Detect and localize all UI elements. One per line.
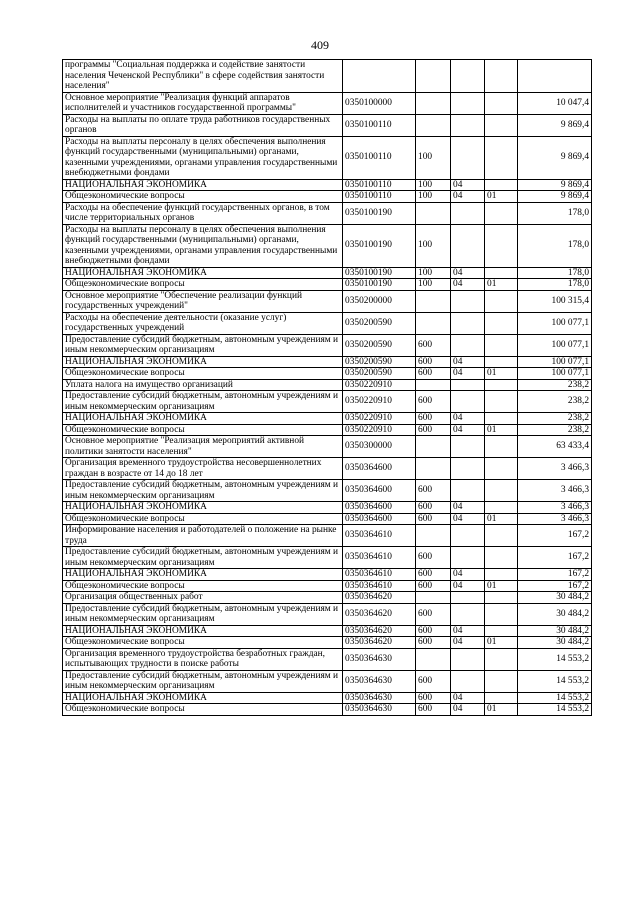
row-name-cell: Общеэкономические вопросы xyxy=(63,191,343,203)
row-name-cell: Предоставление субсидий бюджетным, автономным учреждениям и иным некоммерческим организациям xyxy=(63,334,343,356)
row-expense-type-cell xyxy=(416,525,451,547)
row-name-cell: Общеэкономические вопросы xyxy=(63,279,343,291)
row-name-cell: Предоставление субсидий бюджетным, автономным учреждениям и иным некоммерческим организациям xyxy=(63,480,343,502)
row-expense-type-cell xyxy=(416,290,451,312)
table-row xyxy=(63,356,592,368)
row-expense-type-cell: 600 xyxy=(416,603,451,625)
row-subsection-cell: 01 xyxy=(485,279,518,291)
row-sum-cell: 100 077,1 xyxy=(518,312,592,334)
row-sum-cell: 3 466,3 xyxy=(518,458,592,480)
row-sum-cell: 167,2 xyxy=(518,525,592,547)
row-section-cell xyxy=(451,224,485,267)
row-name-cell: Предоставление субсидий бюджетным, автономным учреждениям и иным некоммерческим организациям xyxy=(63,391,343,413)
row-subsection-cell xyxy=(485,525,518,547)
table-row xyxy=(63,224,592,267)
row-expense-type-cell xyxy=(416,60,451,93)
table-row xyxy=(63,413,592,425)
row-section-cell xyxy=(451,312,485,334)
row-sum-cell: 63 433,4 xyxy=(518,436,592,458)
row-code-cell: 0350364620 xyxy=(343,637,416,649)
row-section-cell: 04 xyxy=(451,569,485,581)
row-subsection-cell xyxy=(485,290,518,312)
table-row xyxy=(63,424,592,436)
row-section-cell xyxy=(451,136,485,179)
row-expense-type-cell: 600 xyxy=(416,580,451,592)
row-subsection-cell xyxy=(485,60,518,93)
row-sum-cell: 100 077,1 xyxy=(518,356,592,368)
row-code-cell: 0350100190 xyxy=(343,224,416,267)
row-name-cell: Предоставление субсидий бюджетным, автономным учреждениям и иным некоммерческим организациям xyxy=(63,547,343,569)
row-code-cell: 0350364620 xyxy=(343,592,416,604)
table-row xyxy=(63,592,592,604)
row-section-cell: 04 xyxy=(451,625,485,637)
table-row xyxy=(63,391,592,413)
row-expense-type-cell: 100 xyxy=(416,179,451,191)
row-code-cell: 0350364610 xyxy=(343,569,416,581)
row-code-cell: 0350364610 xyxy=(343,547,416,569)
row-code-cell: 0350364630 xyxy=(343,692,416,704)
row-name-cell: Общеэкономические вопросы xyxy=(63,637,343,649)
row-section-cell xyxy=(451,436,485,458)
row-sum-cell: 30 484,2 xyxy=(518,592,592,604)
row-sum-cell: 10 047,4 xyxy=(518,92,592,114)
row-code-cell: 0350200590 xyxy=(343,334,416,356)
row-name-cell: Общеэкономические вопросы xyxy=(63,368,343,380)
row-section-cell xyxy=(451,60,485,93)
row-expense-type-cell: 100 xyxy=(416,267,451,279)
row-name-cell: Общеэкономические вопросы xyxy=(63,580,343,592)
table-row xyxy=(63,191,592,203)
row-sum-cell: 30 484,2 xyxy=(518,603,592,625)
table-row xyxy=(63,513,592,525)
row-code-cell: 0350100190 xyxy=(343,202,416,224)
row-section-cell: 04 xyxy=(451,637,485,649)
row-expense-type-cell xyxy=(416,648,451,670)
row-name-cell: Расходы на обеспечение функций государственных органов, в том числе территориальных органов xyxy=(63,202,343,224)
row-section-cell xyxy=(451,458,485,480)
row-sum-cell xyxy=(518,60,592,93)
row-section-cell xyxy=(451,334,485,356)
row-subsection-cell: 01 xyxy=(485,580,518,592)
row-name-cell: НАЦИОНАЛЬНАЯ ЭКОНОМИКА xyxy=(63,413,343,425)
row-section-cell xyxy=(451,525,485,547)
row-section-cell: 04 xyxy=(451,368,485,380)
row-name-cell: НАЦИОНАЛЬНАЯ ЭКОНОМИКА xyxy=(63,569,343,581)
row-name-cell: Общеэкономические вопросы xyxy=(63,704,343,716)
row-subsection-cell xyxy=(485,413,518,425)
row-sum-cell: 14 553,2 xyxy=(518,648,592,670)
row-code-cell: 0350364630 xyxy=(343,670,416,692)
row-code-cell: 0350100190 xyxy=(343,279,416,291)
row-expense-type-cell xyxy=(416,379,451,391)
row-name-cell: Расходы на выплаты персоналу в целях обеспечения выполнения функций государственными (муниципальными) органами, казенными учреждениями, органами управления государственными внебюджетными фондами xyxy=(63,224,343,267)
row-sum-cell: 167,2 xyxy=(518,580,592,592)
row-subsection-cell xyxy=(485,569,518,581)
table-row xyxy=(63,625,592,637)
row-name-cell: НАЦИОНАЛЬНАЯ ЭКОНОМИКА xyxy=(63,625,343,637)
row-sum-cell: 100 077,1 xyxy=(518,368,592,380)
row-code-cell: 0350300000 xyxy=(343,436,416,458)
row-sum-cell: 3 466,3 xyxy=(518,502,592,514)
row-subsection-cell xyxy=(485,670,518,692)
row-section-cell xyxy=(451,592,485,604)
row-expense-type-cell: 600 xyxy=(416,502,451,514)
row-sum-cell: 238,2 xyxy=(518,424,592,436)
row-section-cell xyxy=(451,290,485,312)
row-subsection-cell xyxy=(485,592,518,604)
row-subsection-cell: 01 xyxy=(485,191,518,203)
row-code-cell xyxy=(343,60,416,93)
table-row xyxy=(63,279,592,291)
row-name-cell: НАЦИОНАЛЬНАЯ ЭКОНОМИКА xyxy=(63,179,343,191)
table-row xyxy=(63,603,592,625)
row-sum-cell: 178,0 xyxy=(518,279,592,291)
row-sum-cell: 238,2 xyxy=(518,379,592,391)
row-sum-cell: 14 553,2 xyxy=(518,670,592,692)
row-name-cell: НАЦИОНАЛЬНАЯ ЭКОНОМИКА xyxy=(63,267,343,279)
row-subsection-cell xyxy=(485,136,518,179)
row-name-cell: НАЦИОНАЛЬНАЯ ЭКОНОМИКА xyxy=(63,692,343,704)
row-expense-type-cell xyxy=(416,92,451,114)
row-expense-type-cell xyxy=(416,202,451,224)
row-name-cell: Информирование населения и работодателей о положение на рынке труда xyxy=(63,525,343,547)
row-sum-cell: 238,2 xyxy=(518,413,592,425)
row-subsection-cell xyxy=(485,312,518,334)
row-name-cell: Расходы на выплаты персоналу в целях обеспечения выполнения функций государственными (муниципальными) органами, казенными учреждениями, органами управления государственными внебюджетными фондами xyxy=(63,136,343,179)
row-subsection-cell xyxy=(485,92,518,114)
row-name-cell: Расходы на обеспечение деятельности (оказание услуг) государственных учреждений xyxy=(63,312,343,334)
row-subsection-cell xyxy=(485,202,518,224)
row-code-cell: 0350200590 xyxy=(343,356,416,368)
row-section-cell: 04 xyxy=(451,179,485,191)
table-row xyxy=(63,670,592,692)
row-code-cell: 0350364600 xyxy=(343,458,416,480)
table-row xyxy=(63,114,592,136)
row-expense-type-cell: 600 xyxy=(416,356,451,368)
row-expense-type-cell: 600 xyxy=(416,637,451,649)
row-sum-cell: 178,0 xyxy=(518,267,592,279)
row-expense-type-cell: 100 xyxy=(416,279,451,291)
row-name-cell: Уплата налога на имущество организаций xyxy=(63,379,343,391)
row-section-cell: 04 xyxy=(451,413,485,425)
row-subsection-cell xyxy=(485,625,518,637)
row-section-cell: 04 xyxy=(451,704,485,716)
row-subsection-cell xyxy=(485,224,518,267)
table-row xyxy=(63,202,592,224)
row-name-cell: Предоставление субсидий бюджетным, автономным учреждениям и иным некоммерческим организациям xyxy=(63,670,343,692)
row-section-cell xyxy=(451,480,485,502)
row-section-cell: 04 xyxy=(451,502,485,514)
row-name-cell: Общеэкономические вопросы xyxy=(63,513,343,525)
row-subsection-cell xyxy=(485,547,518,569)
row-subsection-cell xyxy=(485,114,518,136)
row-subsection-cell: 01 xyxy=(485,368,518,380)
row-expense-type-cell: 600 xyxy=(416,704,451,716)
row-sum-cell: 167,2 xyxy=(518,569,592,581)
row-expense-type-cell xyxy=(416,114,451,136)
row-subsection-cell: 01 xyxy=(485,513,518,525)
table-row xyxy=(63,637,592,649)
table-row xyxy=(63,480,592,502)
row-code-cell: 0350200590 xyxy=(343,312,416,334)
table-row xyxy=(63,436,592,458)
table-row xyxy=(63,458,592,480)
table-row xyxy=(63,648,592,670)
row-sum-cell: 100 077,1 xyxy=(518,334,592,356)
row-expense-type-cell: 600 xyxy=(416,692,451,704)
table-row xyxy=(63,368,592,380)
row-expense-type-cell xyxy=(416,312,451,334)
row-code-cell: 0350100190 xyxy=(343,267,416,279)
row-expense-type-cell xyxy=(416,592,451,604)
row-name-cell: Основное мероприятие "Реализация функций аппаратов исполнителей и участников государственной программы" xyxy=(63,92,343,114)
row-code-cell: 0350364610 xyxy=(343,580,416,592)
row-expense-type-cell: 100 xyxy=(416,191,451,203)
row-code-cell: 0350100110 xyxy=(343,136,416,179)
row-code-cell: 0350364620 xyxy=(343,603,416,625)
row-code-cell: 0350220910 xyxy=(343,413,416,425)
row-code-cell: 0350364600 xyxy=(343,480,416,502)
row-code-cell: 0350200590 xyxy=(343,368,416,380)
row-expense-type-cell: 600 xyxy=(416,625,451,637)
row-name-cell: программы "Социальная поддержка и содействие занятости населения Чеченской Республики" в сфере содействия занятости населения" xyxy=(63,60,343,93)
row-section-cell: 04 xyxy=(451,267,485,279)
table-row xyxy=(63,136,592,179)
row-name-cell: НАЦИОНАЛЬНАЯ ЭКОНОМИКА xyxy=(63,502,343,514)
row-subsection-cell xyxy=(485,334,518,356)
row-section-cell: 04 xyxy=(451,692,485,704)
row-subsection-cell xyxy=(485,480,518,502)
row-section-cell xyxy=(451,648,485,670)
row-subsection-cell xyxy=(485,458,518,480)
row-code-cell: 0350364600 xyxy=(343,502,416,514)
row-expense-type-cell: 600 xyxy=(416,569,451,581)
row-subsection-cell xyxy=(485,391,518,413)
row-sum-cell: 9 869,4 xyxy=(518,114,592,136)
row-section-cell xyxy=(451,391,485,413)
table-row xyxy=(63,525,592,547)
row-sum-cell: 9 869,4 xyxy=(518,179,592,191)
table-row xyxy=(63,502,592,514)
row-expense-type-cell: 600 xyxy=(416,424,451,436)
row-section-cell: 04 xyxy=(451,424,485,436)
table-row xyxy=(63,692,592,704)
row-section-cell: 04 xyxy=(451,580,485,592)
row-section-cell: 04 xyxy=(451,356,485,368)
budget-table-body xyxy=(63,60,592,716)
row-code-cell: 0350364610 xyxy=(343,525,416,547)
row-subsection-cell xyxy=(485,179,518,191)
row-name-cell: Предоставление субсидий бюджетным, автономным учреждениям и иным некоммерческим организациям xyxy=(63,603,343,625)
row-section-cell: 04 xyxy=(451,513,485,525)
row-sum-cell: 14 553,2 xyxy=(518,692,592,704)
row-name-cell: Общеэкономические вопросы xyxy=(63,424,343,436)
row-section-cell xyxy=(451,547,485,569)
row-code-cell: 0350220910 xyxy=(343,379,416,391)
table-row xyxy=(63,60,592,93)
row-subsection-cell: 01 xyxy=(485,424,518,436)
row-expense-type-cell: 600 xyxy=(416,547,451,569)
table-row xyxy=(63,312,592,334)
row-section-cell xyxy=(451,603,485,625)
row-expense-type-cell: 600 xyxy=(416,413,451,425)
table-row xyxy=(63,334,592,356)
row-section-cell xyxy=(451,114,485,136)
row-subsection-cell xyxy=(485,502,518,514)
row-sum-cell: 3 466,3 xyxy=(518,480,592,502)
row-subsection-cell xyxy=(485,436,518,458)
page-number: 409 xyxy=(311,38,329,52)
row-sum-cell: 167,2 xyxy=(518,547,592,569)
row-subsection-cell xyxy=(485,692,518,704)
table-row xyxy=(63,379,592,391)
row-section-cell: 04 xyxy=(451,191,485,203)
row-subsection-cell xyxy=(485,356,518,368)
row-code-cell: 0350200000 xyxy=(343,290,416,312)
row-sum-cell: 178,0 xyxy=(518,224,592,267)
row-code-cell: 0350364620 xyxy=(343,625,416,637)
row-sum-cell: 14 553,2 xyxy=(518,704,592,716)
row-expense-type-cell: 600 xyxy=(416,368,451,380)
row-sum-cell: 178,0 xyxy=(518,202,592,224)
row-expense-type-cell xyxy=(416,458,451,480)
row-name-cell: Основное мероприятие "Обеспечение реализации функций государственных учреждений" xyxy=(63,290,343,312)
row-sum-cell: 100 315,4 xyxy=(518,290,592,312)
row-section-cell xyxy=(451,202,485,224)
row-code-cell: 0350220910 xyxy=(343,391,416,413)
row-subsection-cell: 01 xyxy=(485,704,518,716)
row-expense-type-cell xyxy=(416,436,451,458)
row-expense-type-cell: 600 xyxy=(416,670,451,692)
row-sum-cell: 9 869,4 xyxy=(518,191,592,203)
row-section-cell: 04 xyxy=(451,279,485,291)
row-expense-type-cell: 100 xyxy=(416,136,451,179)
row-expense-type-cell: 600 xyxy=(416,480,451,502)
row-sum-cell: 30 484,2 xyxy=(518,637,592,649)
row-code-cell: 0350100110 xyxy=(343,191,416,203)
table-row xyxy=(63,547,592,569)
row-sum-cell: 30 484,2 xyxy=(518,625,592,637)
row-code-cell: 0350364600 xyxy=(343,513,416,525)
row-code-cell: 0350100000 xyxy=(343,92,416,114)
row-expense-type-cell: 600 xyxy=(416,334,451,356)
table-row xyxy=(63,704,592,716)
row-section-cell xyxy=(451,379,485,391)
row-subsection-cell xyxy=(485,648,518,670)
row-section-cell xyxy=(451,670,485,692)
row-name-cell: Расходы на выплаты по оплате труда работников государственных органов xyxy=(63,114,343,136)
row-code-cell: 0350100110 xyxy=(343,114,416,136)
row-code-cell: 0350364630 xyxy=(343,704,416,716)
row-expense-type-cell: 100 xyxy=(416,224,451,267)
row-sum-cell: 9 869,4 xyxy=(518,136,592,179)
table-row xyxy=(63,290,592,312)
row-code-cell: 0350364630 xyxy=(343,648,416,670)
table-row xyxy=(63,569,592,581)
row-subsection-cell xyxy=(485,603,518,625)
row-subsection-cell: 01 xyxy=(485,637,518,649)
table-row xyxy=(63,580,592,592)
row-expense-type-cell: 600 xyxy=(416,391,451,413)
table-row xyxy=(63,92,592,114)
row-section-cell xyxy=(451,92,485,114)
row-subsection-cell xyxy=(485,379,518,391)
budget-table xyxy=(62,59,592,716)
row-name-cell: Основное мероприятие "Реализация мероприятий активной политики занятости населения" xyxy=(63,436,343,458)
row-name-cell: Организация общественных работ xyxy=(63,592,343,604)
row-subsection-cell xyxy=(485,267,518,279)
row-name-cell: Организация временного трудоустройства безработных граждан, испытывающих трудности в поиске работы xyxy=(63,648,343,670)
table-row xyxy=(63,179,592,191)
row-code-cell: 0350220910 xyxy=(343,424,416,436)
row-sum-cell: 3 466,3 xyxy=(518,513,592,525)
row-name-cell: Организация временного трудоустройства несовершеннолетних граждан в возрасте от 14 до 18 лет xyxy=(63,458,343,480)
row-name-cell: НАЦИОНАЛЬНАЯ ЭКОНОМИКА xyxy=(63,356,343,368)
row-sum-cell: 238,2 xyxy=(518,391,592,413)
row-code-cell: 0350100110 xyxy=(343,179,416,191)
row-expense-type-cell: 600 xyxy=(416,513,451,525)
table-row xyxy=(63,267,592,279)
